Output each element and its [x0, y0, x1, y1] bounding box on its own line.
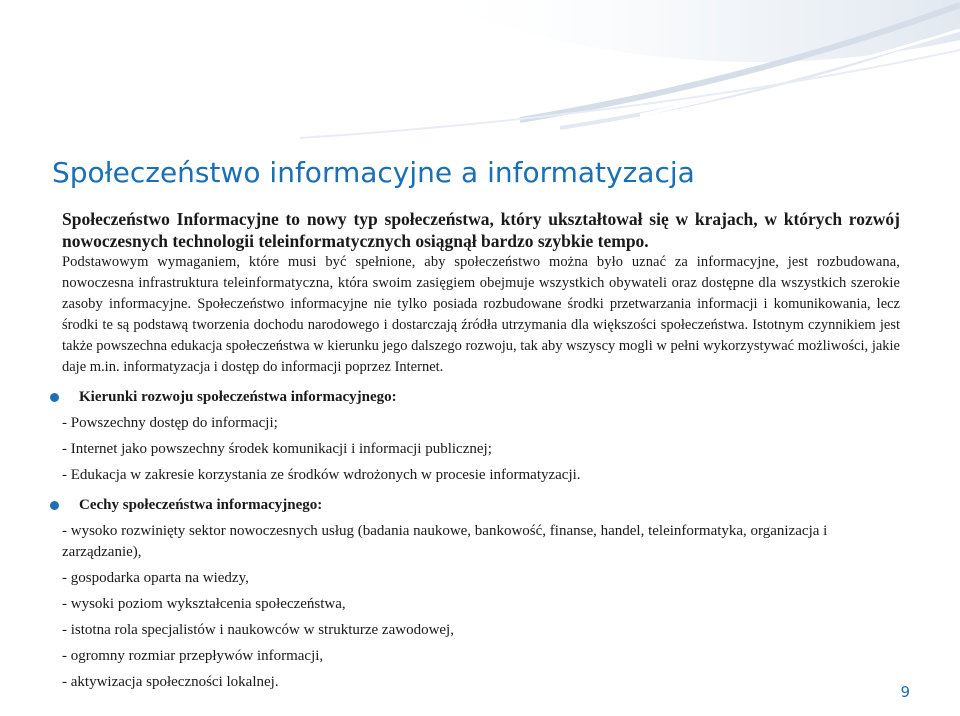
- list-item: - Internet jako powszechny środek komunikacji i informacji publicznej;: [62, 441, 492, 457]
- section-heading-features: [50, 494, 900, 516]
- list-item: - Powszechny dostęp do informacji;: [62, 415, 278, 431]
- section-heading-directions: [50, 386, 900, 408]
- list-item: - istotna rola specjalistów i naukowców w strukturze zawodowej,: [62, 622, 454, 638]
- intro-text: Społeczeństwo Informacyjne to nowy typ społeczeństwa, który ukształtował się w krajach, w których rozwój nowoczesnych technologii teleinformatycznych osiągnął bardzo szybkie tempo.: [62, 209, 900, 251]
- slide-content: [62, 208, 900, 693]
- slide-title: Społeczeństwo informacyjne a informatyzacja: [52, 156, 695, 189]
- section-heading-label: Cechy społeczeństwa informacyjnego:: [79, 497, 323, 513]
- body-paragraph: [62, 252, 900, 378]
- list-item: - ogromny rozmiar przepływów informacji,: [62, 648, 324, 664]
- bullet-icon: [50, 501, 59, 510]
- header-decoration: [0, 0, 960, 140]
- list-item: - gospodarka oparta na wiedzy,: [62, 570, 249, 586]
- bullet-icon: [50, 393, 59, 402]
- list-item: - wysoko rozwinięty sektor nowoczesnych usług (badania naukowe, bankowość, finanse, handel, teleinformatyka, organizacja i zarządzanie),: [62, 523, 828, 560]
- list-item: - aktywizacja społeczności lokalnej.: [62, 674, 279, 690]
- paragraph-1: Podstawowym wymaganiem, które musi być spełnione, aby społeczeństwo można było uznać za informacyjne, jest rozbudowana, nowoczesna infrastruktura teleinformatyczna, która swoim zasięgiem obejmuje wszystkich obywateli oraz dostępne dla wszystkich szerokie zasoby informacyjne.: [62, 254, 900, 312]
- section-heading-label: Kierunki rozwoju społeczeństwa informacyjnego:: [79, 389, 397, 405]
- list-item: - wysoki poziom wykształcenia społeczeństwa,: [62, 596, 346, 612]
- list-item: - Edukacja w zakresie korzystania ze środków wdrożonych w procesie informatyzacji.: [62, 467, 581, 483]
- paragraph-2: Społeczeństwo informacyjne nie tylko posiada rozbudowane środki przetwarzania informacji i komunikowania, lecz środki te są podstawą tworzenia dochodu narodowego i dostarczają źródła utrzymania dla większości społeczeństwa. Istotnym czynnikiem jest także powszechna edukacja społeczeństwa w kierunku jego dalszego rozwoju, tak aby wszyscy mogli w pełni wykorzystywać możliwości, jakie daje m.in. informatyzacja i dostęp do informacji poprzez Internet.: [62, 296, 900, 375]
- page-number: 9: [900, 683, 910, 701]
